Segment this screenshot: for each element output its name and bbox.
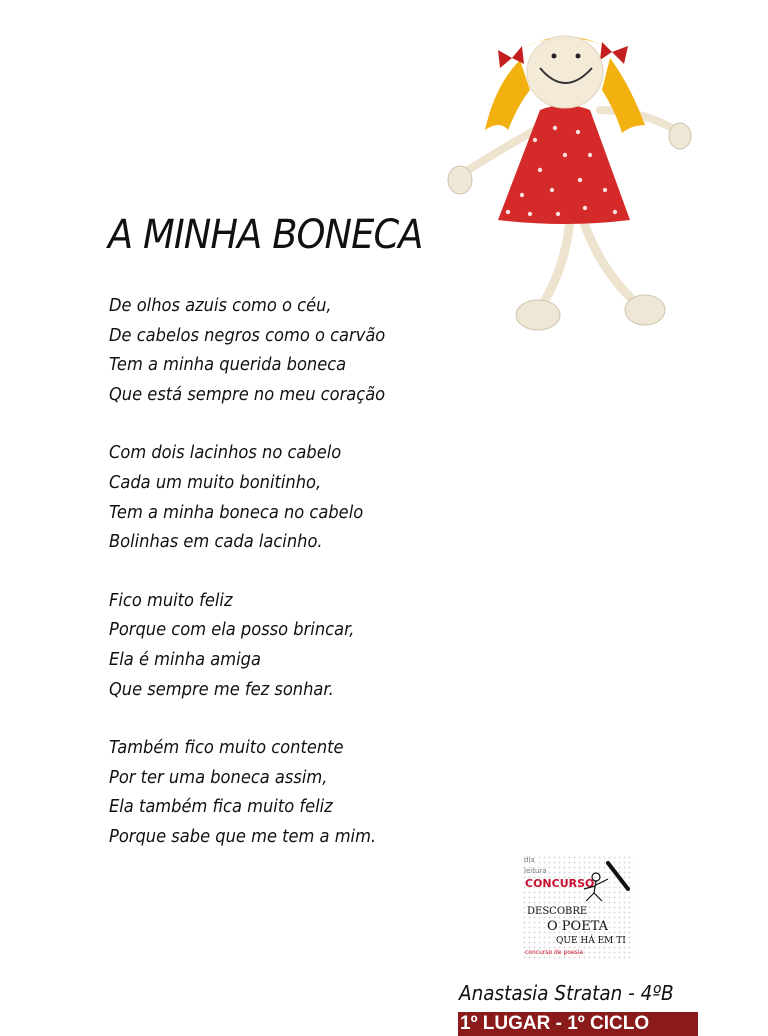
logo-que-ha: QUE HÁ EM TI [556, 936, 626, 946]
poem-line: Que sempre me fez sonhar. [109, 679, 334, 700]
doll-bow-right [600, 42, 628, 64]
stanza [109, 292, 469, 410]
doll-dress [498, 105, 630, 224]
poem-line: De olhos azuis como o céu, [109, 296, 332, 316]
doll-right-foot [625, 295, 665, 325]
poem-line: Também fico muito contente [109, 738, 344, 759]
doll-left-hand [448, 166, 472, 194]
doll-left-leg [540, 220, 570, 308]
poem-line: De cabelos negros como o carvão [109, 325, 386, 346]
logo-line-leitura: leitura [524, 867, 547, 875]
doll-hair-left [485, 60, 530, 130]
poem-line: Ela é minha amiga [109, 649, 261, 670]
contest-logo [522, 855, 634, 959]
award-text: 1º LUGAR - 1º CICLO [460, 1013, 650, 1034]
logo-line-dia: dia [524, 856, 535, 864]
logo-o-poeta: O POETA [547, 919, 609, 934]
stanza [109, 439, 469, 557]
poem-line: Porque com ela posso brincar, [109, 620, 355, 641]
poem-line: Bolinhas em cada lacinho. [109, 532, 323, 553]
logo-descobre: DESCOBRE [527, 906, 588, 917]
logo-concurso: CONCURSO [525, 877, 595, 890]
poem-line: Porque sabe que me tem a mim. [109, 826, 377, 847]
poem-line: Fico muito feliz [109, 590, 233, 611]
rag-doll-illustration [440, 30, 700, 340]
poem-line: Tem a minha boneca no cabelo [109, 502, 364, 523]
doll-right-leg [583, 220, 638, 305]
poem-line: Tem a minha querida boneca [109, 355, 347, 376]
poem-line: Com dois lacinhos no cabelo [109, 443, 342, 464]
poem-body [109, 292, 469, 882]
logo-subtitle: concurso de poesia [525, 949, 584, 956]
award-banner [458, 1012, 698, 1036]
doll-left-foot [516, 300, 560, 330]
doll-head [527, 36, 603, 108]
doll-hair-right [602, 58, 645, 133]
stanza [109, 587, 469, 705]
author-signature: Anastasia Stratan - 4ºB [459, 981, 674, 1005]
poem-line: Cada um muito bonitinho, [109, 472, 322, 493]
poem-line: Que está sempre no meu coração [109, 384, 386, 405]
poem-title: A MINHA BONECA [108, 212, 423, 258]
poem-line: Por ter uma boneca assim, [109, 767, 328, 788]
doll-right-hand [669, 123, 691, 149]
poet-figure-icon [578, 859, 634, 903]
poem-line: Ela também fica muito feliz [109, 797, 333, 818]
stanza [109, 734, 469, 852]
